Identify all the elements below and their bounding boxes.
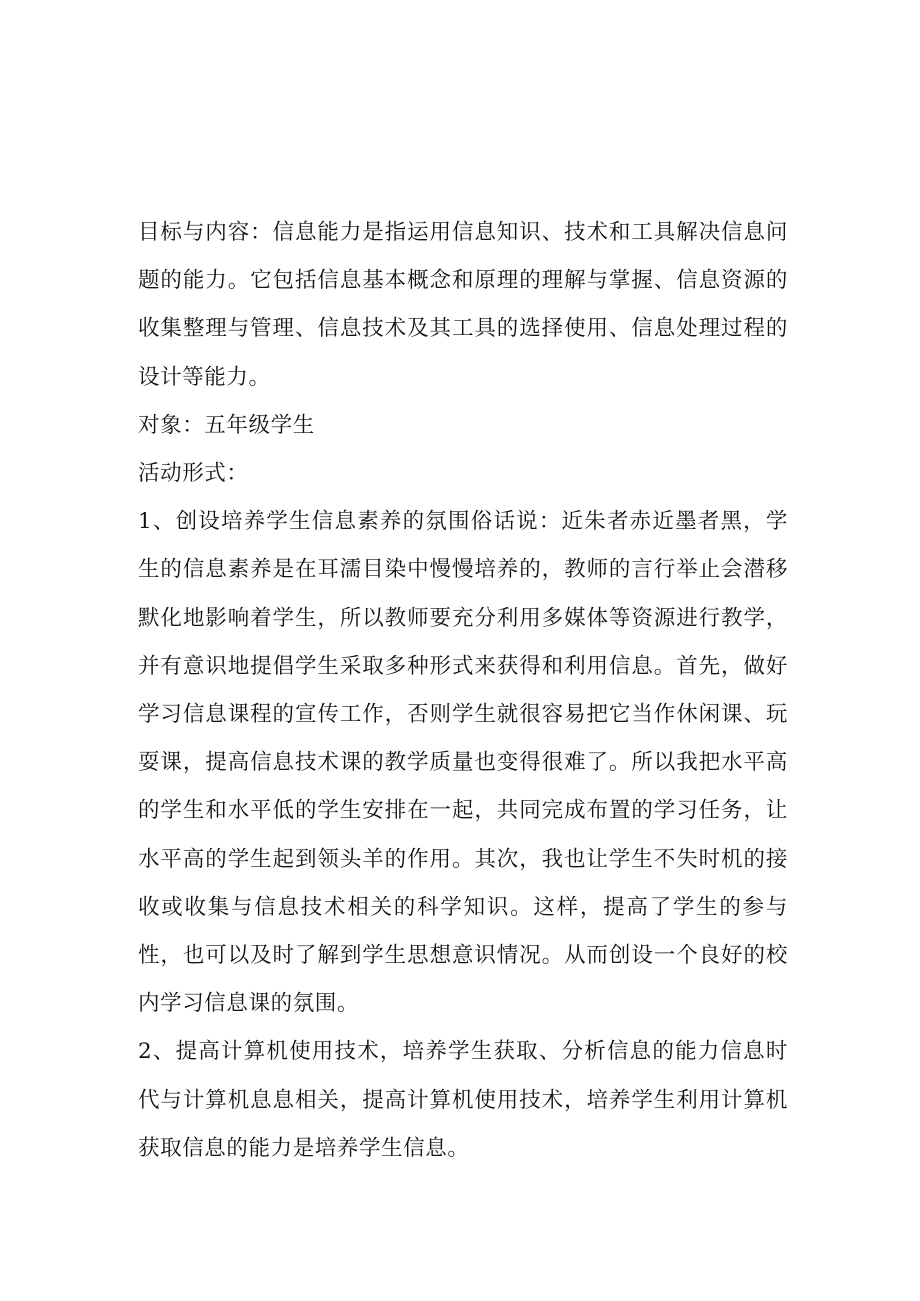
paragraph-audience: 对象：五年级学生 [138,412,315,438]
paragraph-goals: 目标与内容：信息能力是指运用信息知识、技术和工具解决信息问题的能力。它包括信息基本概念和原理的理解与掌握、信息资源的收集整理与管理、信息技术及其工具的选择使用、信息处理过程的设计等能力。 [138,220,788,390]
paragraph-item-1: 1、创设培养学生信息素养的氛围俗话说：近朱者赤近墨者黑，学生的信息素养是在耳濡目染中慢慢培养的，教师的言行举止会潜移默化地影响着学生，所以教师要充分利用多媒体等资源进行教学，并有意识地提倡学生采取多种形式来获得和利用信息。首先，做好学习信息课程的宣传工作，否则学生就很容易把它当作休闲课、玩耍课，提高信息技术课的教学质量也变得很难了。所以我把水平高的学生和水平低的学生安排在一起，共同完成布置的学习任务，让水平高的学生起到领头羊的作用。其次，我也让学生不失时机的接收或收集与信息技术相关的科学知识。这样，提高了学生的参与性，也可以及时了解到学生思想意识情况。从而创设一个良好的校内学习信息课的氛围。 [138,509,788,1017]
paragraph-activity-form: 活动形式： [138,461,249,487]
document-body [138,209,788,1173]
paragraph-item-2: 2、提高计算机使用技术，培养学生获取、分析信息的能力信息时代与计算机息息相关，提高计算机使用技术，培养学生利用计算机获取信息的能力是培养学生信息。 [138,1039,788,1161]
